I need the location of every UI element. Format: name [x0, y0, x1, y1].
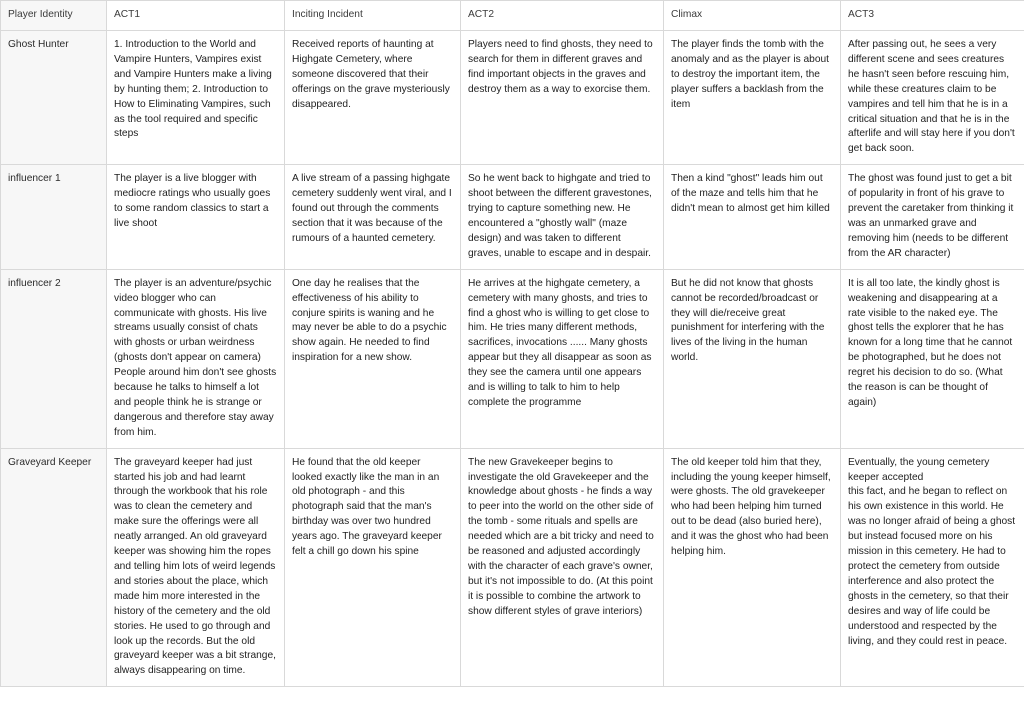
header-row — [1, 1, 1024, 31]
table-cell-act2[interactable]: Players need to find ghosts, they need to search for them in different graves and find important objects in the graves and destroy them as a way to exorcise them. — [461, 31, 664, 165]
table-cell-act1[interactable]: 1. Introduction to the World and Vampire Hunters, Vampires exist and Vampire Hunters make a living by hunting them; 2. Introduction to How to Eliminating Vampires, such as the tool required and specific steps — [107, 31, 285, 165]
row-label-cell[interactable]: Graveyard Keeper — [1, 448, 107, 687]
table-cell-act3[interactable]: It is all too late, the kindly ghost is weakening and disappearing at a rate visible to the naked eye. The ghost tells the explorer that he has known for a long time that he cannot be photographed, but he does not regret his decision to do so. (What the reason is can be thought of again) — [841, 269, 1024, 448]
table-cell-act3[interactable]: The ghost was found just to get a bit of popularity in front of his grave to prevent the caretaker from thinking it was an unmarked grave and removing him (needs to be different from the AR character) — [841, 165, 1024, 269]
table-cell-act1[interactable]: The player is an adventure/psychic video blogger who can communicate with ghosts. His live streams usually consist of chats with ghosts or urban weirdness (ghosts don't appear on camera) People around him don't see ghosts because he talks to himself a lot and people think he is strange or dangerous and therefore stay away from him. — [107, 269, 285, 448]
table-row-ghost-hunter — [1, 31, 1024, 165]
column-header-act1[interactable]: ACT1 — [107, 1, 285, 31]
table-cell-act2[interactable]: So he went back to highgate and tried to shoot between the different gravestones, trying to capture something new. He encountered a "ghostly wall" (maze design) and was taken to different graves, unable to escape and in despair. — [461, 165, 664, 269]
table-cell-climax[interactable]: The player finds the tomb with the anomaly and as the player is about to destroy the important item, the player suffers a backlash from the item — [664, 31, 841, 165]
column-header-player-identity[interactable]: Player Identity — [1, 1, 107, 31]
table-cell-act2[interactable]: The new Gravekeeper begins to investigate the old Gravekeeper and the knowledge about ghosts - he finds a way to peer into the world on the other side of the tomb - some rituals and spells are needed which are a bit tricky and need to be reasoned and adjusted accordingly with the character of each grave's owner, but it's not impossible to do. (At this point it is possible to combine the artwork to show different styles of grave interiors) — [461, 448, 664, 687]
column-header-climax[interactable]: Climax — [664, 1, 841, 31]
table-cell-inciting-incident[interactable]: He found that the old keeper looked exactly like the man in an old photograph - and this photograph said that the man's birthday was over two hundred years ago. The graveyard keeper felt a chill go down his spine — [285, 448, 461, 687]
table-cell-climax[interactable]: But he did not know that ghosts cannot be recorded/broadcast or they will die/receive great punishment for interfering with the lives of the living in the human world. — [664, 269, 841, 448]
column-header-act3[interactable]: ACT3 — [841, 1, 1024, 31]
table-cell-climax[interactable]: The old keeper told him that they, including the young keeper himself, were ghosts. The old gravekeeper who had been helping him turned out to be dead (also buried here), and it was the ghost who had been helping him. — [664, 448, 841, 687]
table-cell-climax[interactable]: Then a kind "ghost" leads him out of the maze and tells him that he didn't mean to almost get him killed — [664, 165, 841, 269]
table-cell-act1[interactable]: The graveyard keeper had just started his job and had learnt through the workbook that his role was to clean the cemetery and make sure the offerings were all neatly arranged. An old graveyard keeper was showing him the ropes and telling him lots of weird legends and stories about the place, which made him more interested in the history of the cemetery and the old stories. He used to go through and look up the records. But the old graveyard keeper was a bit strange, always disappearing on time. — [107, 448, 285, 687]
table-cell-inciting-incident[interactable]: One day he realises that the effectiveness of his ability to conjure spirits is waning and he may never be able to do a psychic show again. He needed to find inspiration for a new show. — [285, 269, 461, 448]
table-row-influencer-2 — [1, 269, 1024, 448]
table-cell-act3[interactable]: After passing out, he sees a very different scene and sees creatures he hasn't seen before rescuing him, while these creatures claim to be vampires and tell him that he is in a critical situation and that he is in the afterlife and will stay here if you don't get back soon. — [841, 31, 1024, 165]
table-cell-act1[interactable]: The player is a live blogger with mediocre ratings who usually goes to some random classics to start a live shoot — [107, 165, 285, 269]
row-label-cell[interactable]: Ghost Hunter — [1, 31, 107, 165]
table-cell-act3[interactable]: Eventually, the young cemetery keeper accepted this fact, and he began to reflect on his own existence in this world. He was no longer afraid of being a ghost but instead focused more on his mission in this cemetery. He had to protect the cemetery from outside interference and also protect the ghosts in the cemetery, so that their desires and way of life could be understood and respected by the living, and they could rest in peace. — [841, 448, 1024, 687]
column-header-inciting-incident[interactable]: Inciting Incident — [285, 1, 461, 31]
table-cell-inciting-incident[interactable]: A live stream of a passing highgate cemetery suddenly went viral, and I found out through the comments section that it was because of the rumours of a haunted cemetery. — [285, 165, 461, 269]
table-row-graveyard-keeper — [1, 448, 1024, 687]
table-row-influencer-1 — [1, 165, 1024, 269]
row-label-cell[interactable]: influencer 1 — [1, 165, 107, 269]
table-cell-act2[interactable]: He arrives at the highgate cemetery, a cemetery with many ghosts, and tries to find a ghost who is willing to get close to him. He tries many different methods, sacrifices, invocations ...... Many ghosts appear but they all disappear as soon as they see the camera until one appears and is willing to talk to him to help complete the programme — [461, 269, 664, 448]
column-header-act2[interactable]: ACT2 — [461, 1, 664, 31]
row-label-cell[interactable]: influencer 2 — [1, 269, 107, 448]
table-cell-inciting-incident[interactable]: Received reports of haunting at Highgate Cemetery, where someone discovered that their offerings on the grave mysteriously disappeared. — [285, 31, 461, 165]
